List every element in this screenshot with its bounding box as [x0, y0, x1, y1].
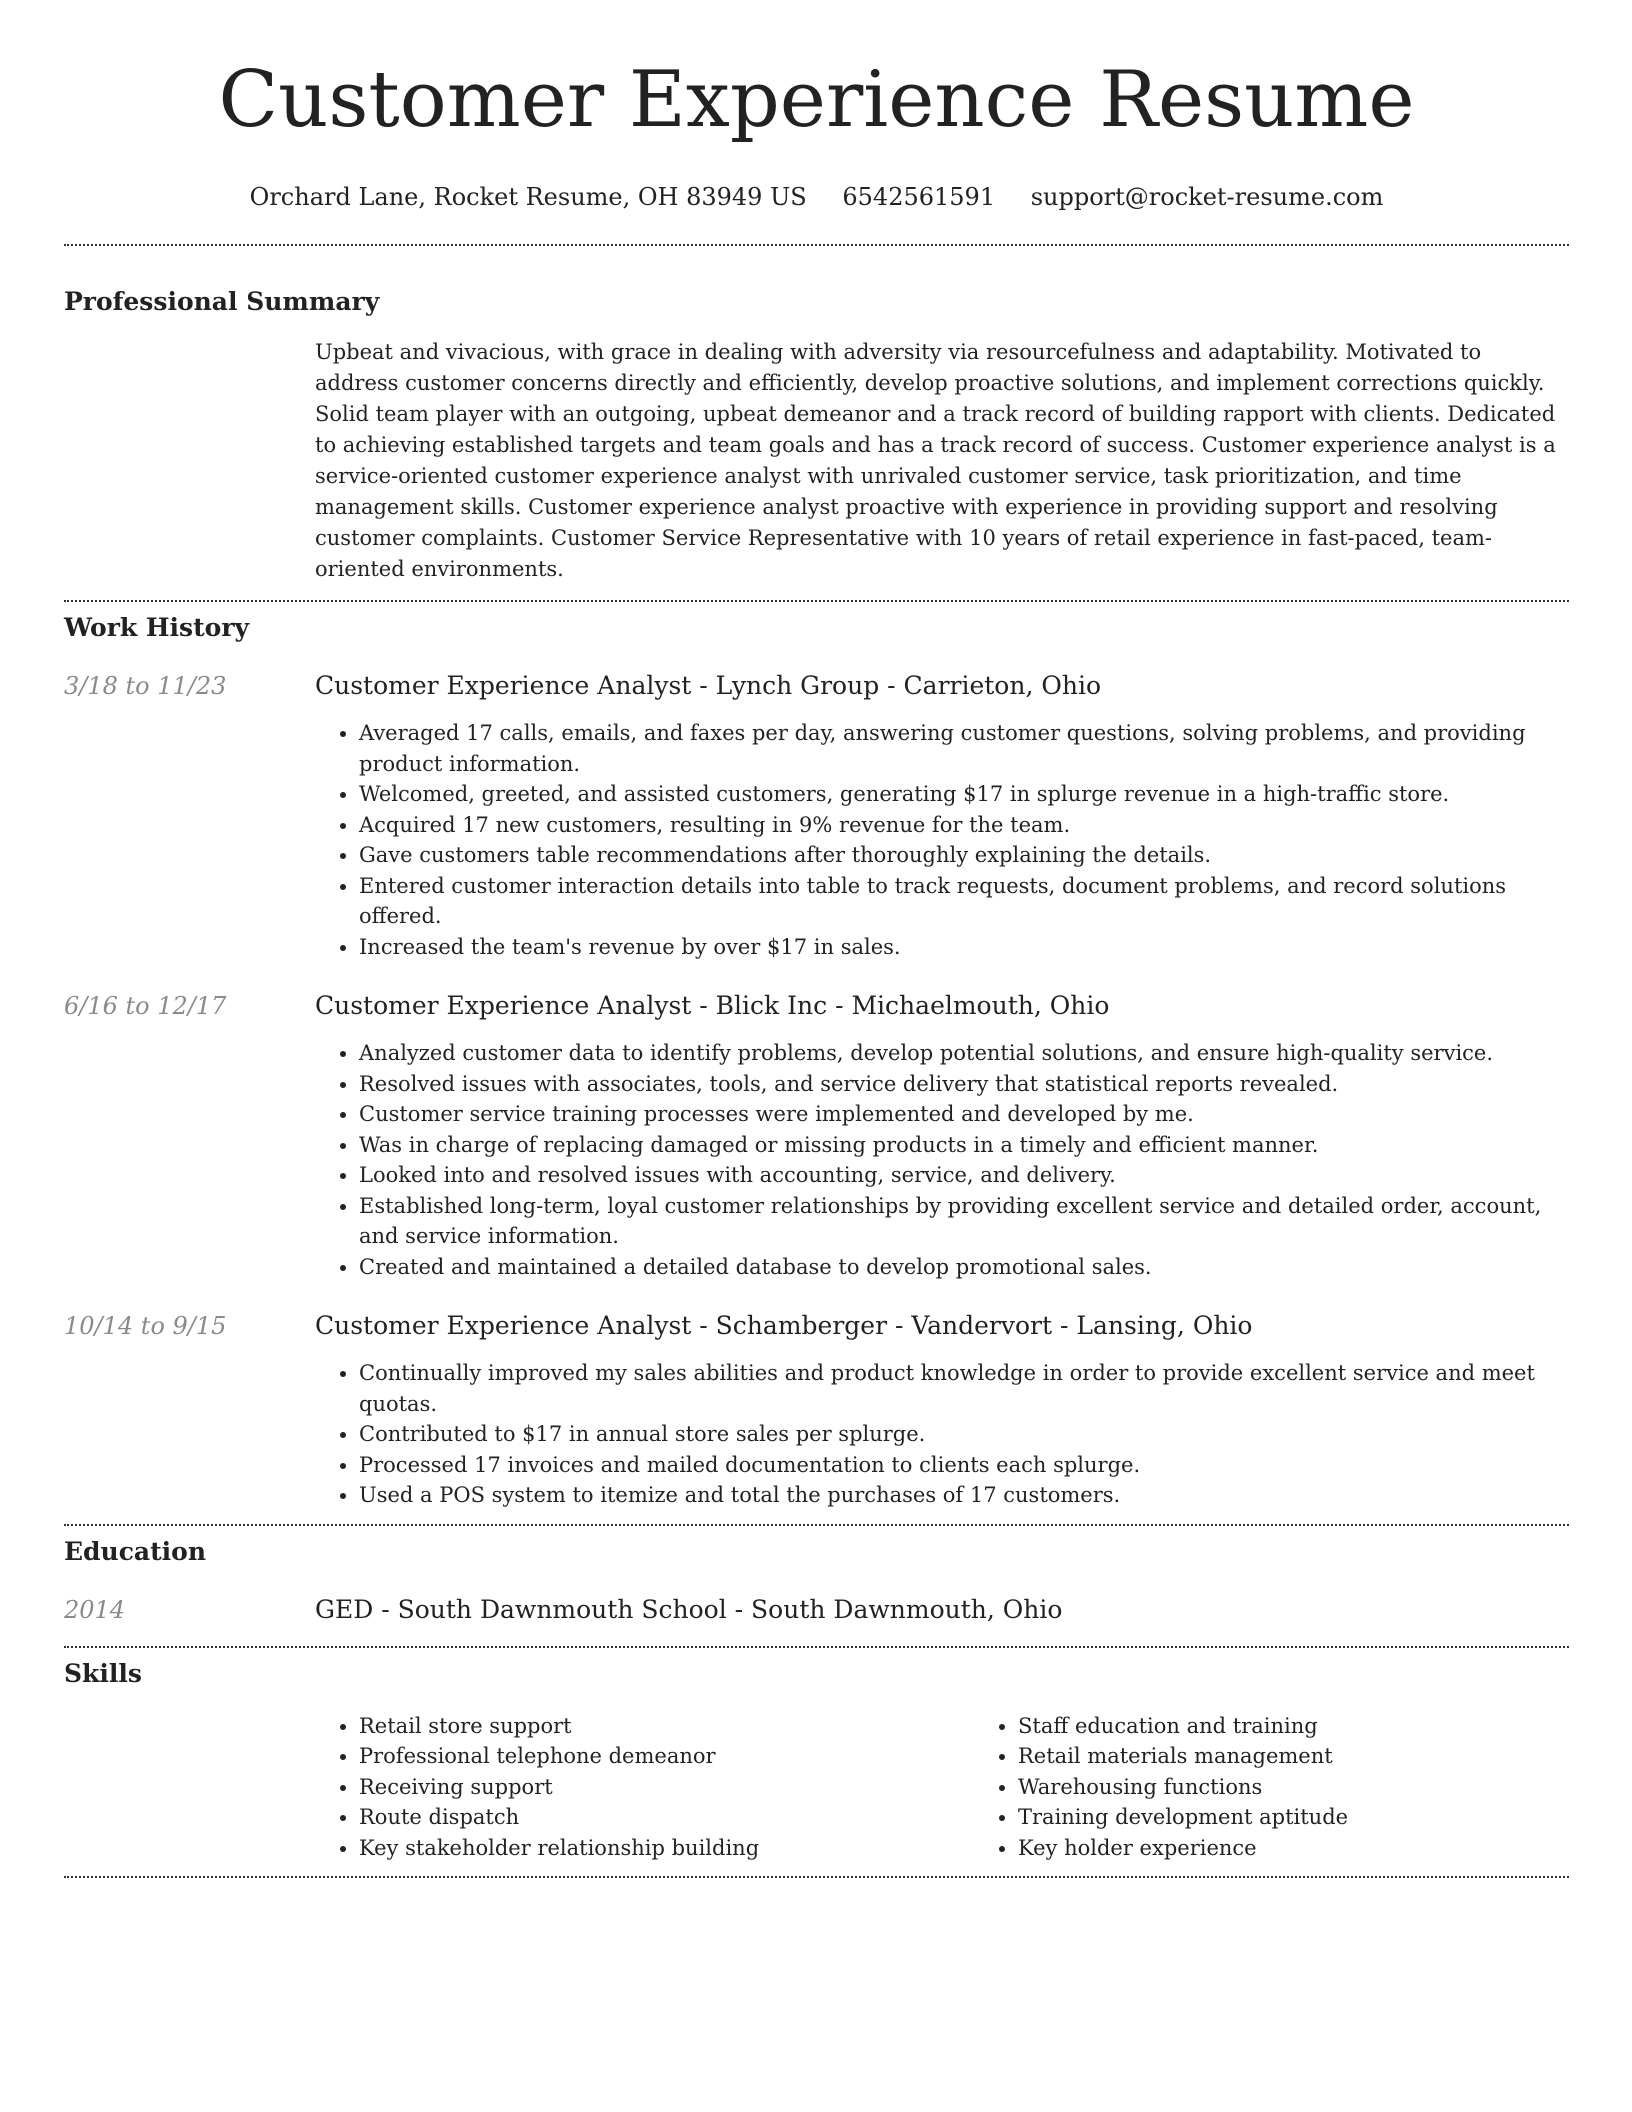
education-title: Education [64, 1536, 207, 1566]
skill-item: • Key stakeholder relationship building [359, 1833, 974, 1864]
job-list [64, 670, 1569, 1511]
skills-row [64, 1711, 1569, 1864]
skill-item: • Professional telephone demeanor [359, 1741, 974, 1772]
skill-item: • Key holder experience [1018, 1833, 1569, 1864]
divider [64, 1646, 1569, 1648]
skills-list-left [315, 1711, 974, 1864]
job-entry [64, 990, 1569, 1282]
contact-line [64, 182, 1569, 212]
job-bullet: • Gave customers table recommendations after thoroughly explaining the details. [359, 840, 1569, 871]
skills-title: Skills [64, 1658, 142, 1688]
skill-item: • Route dispatch [359, 1802, 974, 1833]
job-bullets [315, 718, 1569, 962]
work-history-section [64, 612, 1569, 1511]
education-entry [64, 1594, 1569, 1626]
job-bullet: • Acquired 17 new customers, resulting in 9% revenue for the team. [359, 810, 1569, 841]
skill-item: • Training development aptitude [1018, 1802, 1569, 1833]
job-entry [64, 670, 1569, 962]
divider [64, 244, 1569, 246]
job-bullet: • Continually improved my sales abilities and product knowledge in order to provide excellent service and meet quotas. [359, 1358, 1569, 1419]
skill-item: • Retail materials management [1018, 1741, 1569, 1772]
job-heading: Customer Experience Analyst - Blick Inc - Michaelmouth, Ohio [315, 991, 1110, 1020]
skill-item: • Receiving support [359, 1772, 974, 1803]
job-bullet: • Was in charge of replacing damaged or missing products in a timely and efficient manner. [359, 1130, 1569, 1161]
resume-name: Customer Experience Resume [218, 55, 1415, 145]
summary-text: Upbeat and vivacious, with grace in dealing with adversity via resourcefulness and adaptability. Motivated to address customer concerns directly and efficiently, develop proactive solutions, and implement corrections quickly. Solid team player with an outgoing, upbeat demeanor and a track record of building rapport with clients. Dedicated to achieving established targets and team goals and has a track record of success. Customer experience analyst is a service-oriented customer experience analyst with unrivaled customer service, task prioritization, and time management skills. Customer experience analyst proactive with experience in providing support and resolving customer complaints. Customer Service Representative with 10 years of retail experience in fast-paced, team-oriented environments. [315, 340, 1556, 581]
job-bullet: • Created and maintained a detailed database to develop promotional sales. [359, 1252, 1569, 1283]
summary-title: Professional Summary [64, 287, 380, 316]
job-bullet: • Processed 17 invoices and mailed documentation to clients each splurge. [359, 1450, 1569, 1481]
job-bullets [315, 1358, 1569, 1511]
job-dates: 6/16 to 12/17 [64, 992, 227, 1020]
job-dates: 3/18 to 11/23 [64, 672, 227, 700]
skills-list-right [974, 1711, 1569, 1864]
job-bullet: • Used a POS system to itemize and total the purchases of 17 customers. [359, 1480, 1569, 1511]
skill-item: • Retail store support [359, 1711, 974, 1742]
education-heading: GED - South Dawnmouth School - South Dawnmouth, Ohio [315, 1594, 1063, 1624]
resume-header [64, 0, 1569, 212]
job-bullet: • Analyzed customer data to identify problems, develop potential solutions, and ensure high-quality service. [359, 1038, 1569, 1069]
job-bullet: • Established long-term, loyal customer relationships by providing excellent service and detailed order, account, and service information. [359, 1191, 1569, 1252]
job-heading: Customer Experience Analyst - Lynch Group - Carrieton, Ohio [315, 671, 1101, 700]
summary-section [64, 286, 1569, 585]
contact-phone: 6542561591 [842, 183, 996, 211]
job-bullet: • Looked into and resolved issues with accounting, service, and delivery. [359, 1160, 1569, 1191]
job-bullet: • Averaged 17 calls, emails, and faxes per day, answering customer questions, solving problems, and providing product information. [359, 718, 1569, 779]
job-bullet: • Increased the team's revenue by over $17 in sales. [359, 932, 1569, 963]
job-bullet: • Contributed to $17 in annual store sales per splurge. [359, 1419, 1569, 1450]
divider [64, 600, 1569, 602]
work-history-title: Work History [64, 613, 250, 642]
contact-email: support@rocket-resume.com [1030, 183, 1384, 211]
skills-section [64, 1658, 1569, 1864]
education-section [64, 1536, 1569, 1626]
divider [64, 1524, 1569, 1526]
contact-address: Orchard Lane, Rocket Resume, OH 83949 US [249, 183, 807, 211]
job-dates: 10/14 to 9/15 [64, 1312, 227, 1340]
skill-item: • Warehousing functions [1018, 1772, 1569, 1803]
education-year: 2014 [64, 1595, 126, 1624]
job-bullets [315, 1038, 1569, 1282]
summary-row [64, 337, 1569, 585]
job-bullet: • Resolved issues with associates, tools, and service delivery that statistical reports revealed. [359, 1069, 1569, 1100]
job-bullet: • Customer service training processes were implemented and developed by me. [359, 1099, 1569, 1130]
job-entry [64, 1310, 1569, 1511]
job-bullet: • Entered customer interaction details into table to track requests, document problems, and record solutions offered. [359, 871, 1569, 932]
divider [64, 1876, 1569, 1878]
job-heading: Customer Experience Analyst - Schamberger - Vandervort - Lansing, Ohio [315, 1311, 1253, 1340]
job-bullet: • Welcomed, greeted, and assisted customers, generating $17 in splurge revenue in a high-traffic store. [359, 779, 1569, 810]
skill-item: • Staff education and training [1018, 1711, 1569, 1742]
